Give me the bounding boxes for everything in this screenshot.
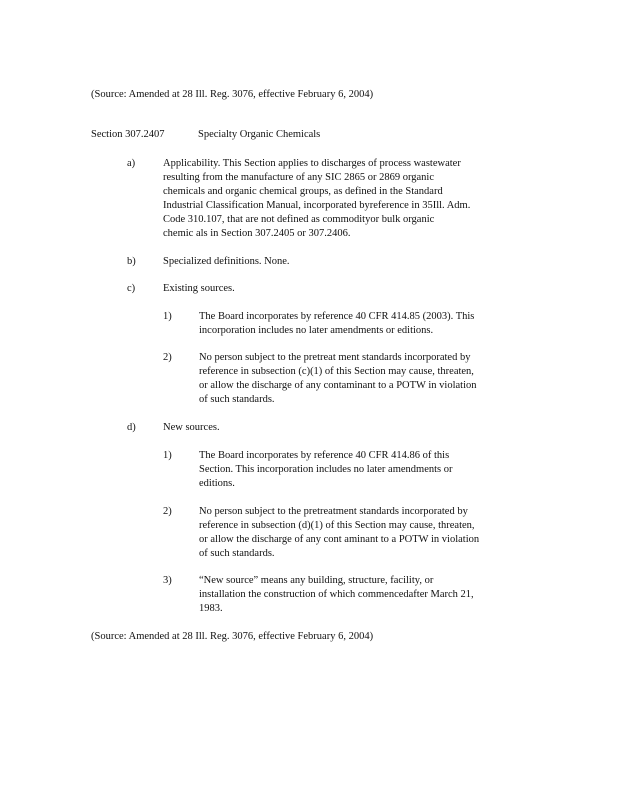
item-c-text: Existing sources.: [163, 283, 235, 294]
item-c1-text: The Board incorporates by reference 40 CFR 414.85 (2003). This incorporation includes no later amendments or editions.: [199, 311, 475, 336]
item-c2-label: 2): [163, 352, 172, 363]
item-a-label: a): [127, 158, 136, 169]
item-c2-text: No person subject to the pretreat ment standards incorporated by reference in subsection (c)(1) of this Section may cause, threaten, or allow the discharge of any contaminant to a POTW in violation of such standards.: [199, 352, 477, 405]
item-d1-label: 1): [163, 450, 172, 461]
section-number: Section 307.2407: [91, 129, 165, 140]
item-d-text: New sources.: [163, 422, 220, 433]
item-b-label: b): [127, 256, 136, 267]
section-title: Specialty Organic Chemicals: [198, 129, 321, 140]
item-b-text: Specialized definitions. None.: [163, 256, 290, 267]
item-d2-text: No person subject to the pretreatment standards incorporated by reference in subsection (d)(1) of this Section may cause, threaten, or allow the discharge of any cont aminant to a POTW in violation of such standards.: [199, 506, 480, 559]
item-c1-label: 1): [163, 311, 172, 322]
item-d3-label: 3): [163, 575, 172, 586]
item-d1-text: The Board incorporates by reference 40 CFR 414.86 of this Section. This incorporation includes no later amendments or editions.: [199, 450, 453, 489]
source-note-bottom: (Source: Amended at 28 Ill. Reg. 3076, effective February 6, 2004): [91, 631, 374, 642]
item-d-label: d): [127, 422, 136, 433]
item-d3-text: “New source” means any building, structure, facility, or installation the construction of which commencedafter March 21, 1983.: [199, 575, 474, 614]
item-a-text: Applicability. This Section applies to discharges of process wastewater resulting from the manufacture of any SIC 2865 or 2869 organic chemicals and organic chemical groups, as defined in the Standard Industrial Classification Manual, incorporated byreference in 35Ill. Adm. Code 310.107, that are not defined as commodityor bulk organic chemic als in Section 307.2405 or 307.2406.: [163, 158, 471, 239]
item-d2-label: 2): [163, 506, 172, 517]
source-note-top: (Source: Amended at 28 Ill. Reg. 3076, effective February 6, 2004): [91, 89, 374, 100]
item-c-label: c): [127, 283, 136, 294]
